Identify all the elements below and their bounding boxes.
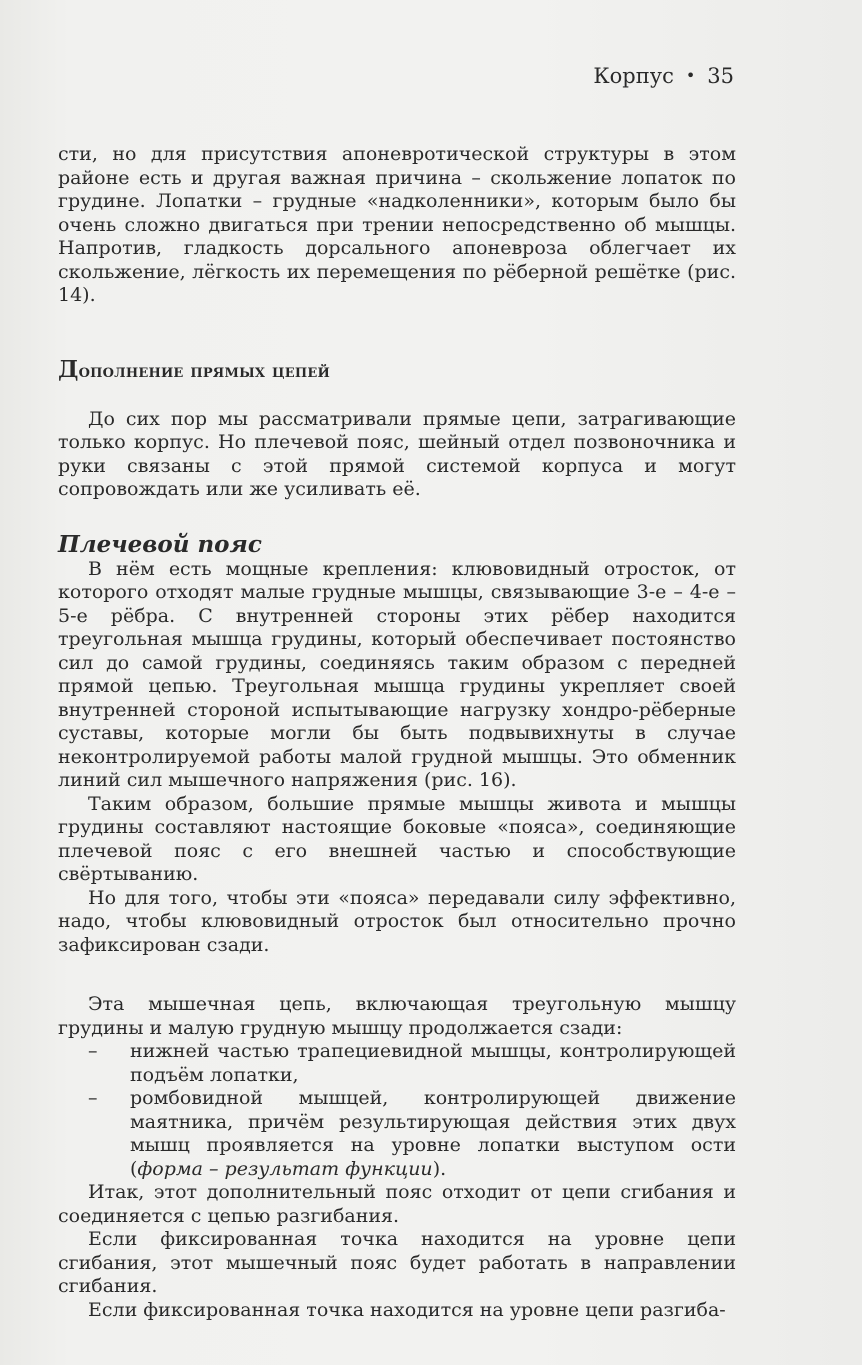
paragraph: Но для того, чтобы эти «пояса» передавали силу эффективно, надо, чтобы клювовидный отросток был относительно прочно зафиксирован сзади.	[58, 886, 736, 956]
list-dash: –	[88, 1040, 98, 1062]
paragraph: Эта мышечная цепь, включающая треугольную мышцу грудины и малую грудную мышцу продолжается сзади:	[58, 993, 736, 1039]
dash-list	[58, 1040, 736, 1181]
list-item	[58, 1087, 736, 1181]
paragraph: В нём есть мощные крепления: клювовидный отросток, от которого отходят малые грудные мышцы, связывающие 3-е – 4-е – 5-е рёбра. С внутренней стороны этих рёбер находится треугольная мышца грудины, который обеспечивает постоянство сил до самой грудины, соединяясь таким образом с передней прямой цепью. Треугольная мышца грудины укрепляет своей внутренней стороной испытывающие нагрузку хондро-рёберные суставы, которые могли бы быть подвывихнуты в случае неконтролируемой работы малой грудной мышцы. Это обменник линий сил мышечного напряжения (рис. 16).	[58, 557, 736, 791]
page-number: 35	[707, 64, 734, 88]
list-item-text: нижней частью трапециевидной мышцы, контролирующей подъём лопатки,	[130, 1040, 736, 1086]
paragraph: Таким образом, большие прямые мышцы живота и мышцы грудины составляют настоящие боковые «пояса», соединяющие плечевой пояс с его внешней частью и способствующие свёртыванию.	[58, 792, 736, 885]
section-heading-initial: Д	[58, 355, 79, 383]
list-item-end: ).	[432, 1157, 447, 1180]
list-item	[58, 1040, 736, 1087]
running-head-section: Корпус	[593, 64, 674, 88]
paragraph-last: Если фиксированная точка находится на уровне цепи разгиба-	[88, 1298, 726, 1321]
paragraph: До сих пор мы рассматривали прямые цепи, затрагивающие только корпус. Но плечевой пояс, шейный отдел позвоночника и руки связаны с этой прямой системой корпуса и могут сопровождать или же усиливать её.	[58, 407, 736, 500]
section-heading-rest: ополнение прямых цепей	[78, 359, 330, 382]
list-dash: –	[88, 1087, 98, 1109]
paragraph-continuation: сти, но для присутствия апоневротической структуры в этом районе есть и другая важная причина – скольжение лопаток по грудине. Лопатки – грудные «надколенники», которым было бы очень сложно двигаться при трении непосредственно об мышцы. Напротив, гладкость дорсального апоневроза облегчает их скольжение, лёгкость их перемещения по рёберной решётке (рис. 14).	[58, 143, 736, 306]
running-head-separator: •	[685, 66, 696, 85]
spacer	[58, 957, 736, 993]
subsection-heading: Плечевой пояс	[58, 530, 262, 558]
paragraph: Если фиксированная точка находится на уровне цепи сгибания, этот мышечный пояс будет работать в направлении сгибания.	[58, 1228, 736, 1297]
paragraph: Итак, этот дополнительный пояс отходит от цепи сгибания и соединяется с цепью разгибания.	[58, 1181, 736, 1227]
section-heading	[58, 355, 736, 383]
list-item-italic: форма – результат функции	[137, 1157, 433, 1180]
list-item-text: ромбовидной мышцей, контролирующей движение маятника, причём результирующая действия этих двух мышц проявляется на уровне лопатки выступом ости (	[130, 1087, 736, 1180]
page-body	[58, 143, 736, 1322]
running-head	[593, 64, 734, 88]
